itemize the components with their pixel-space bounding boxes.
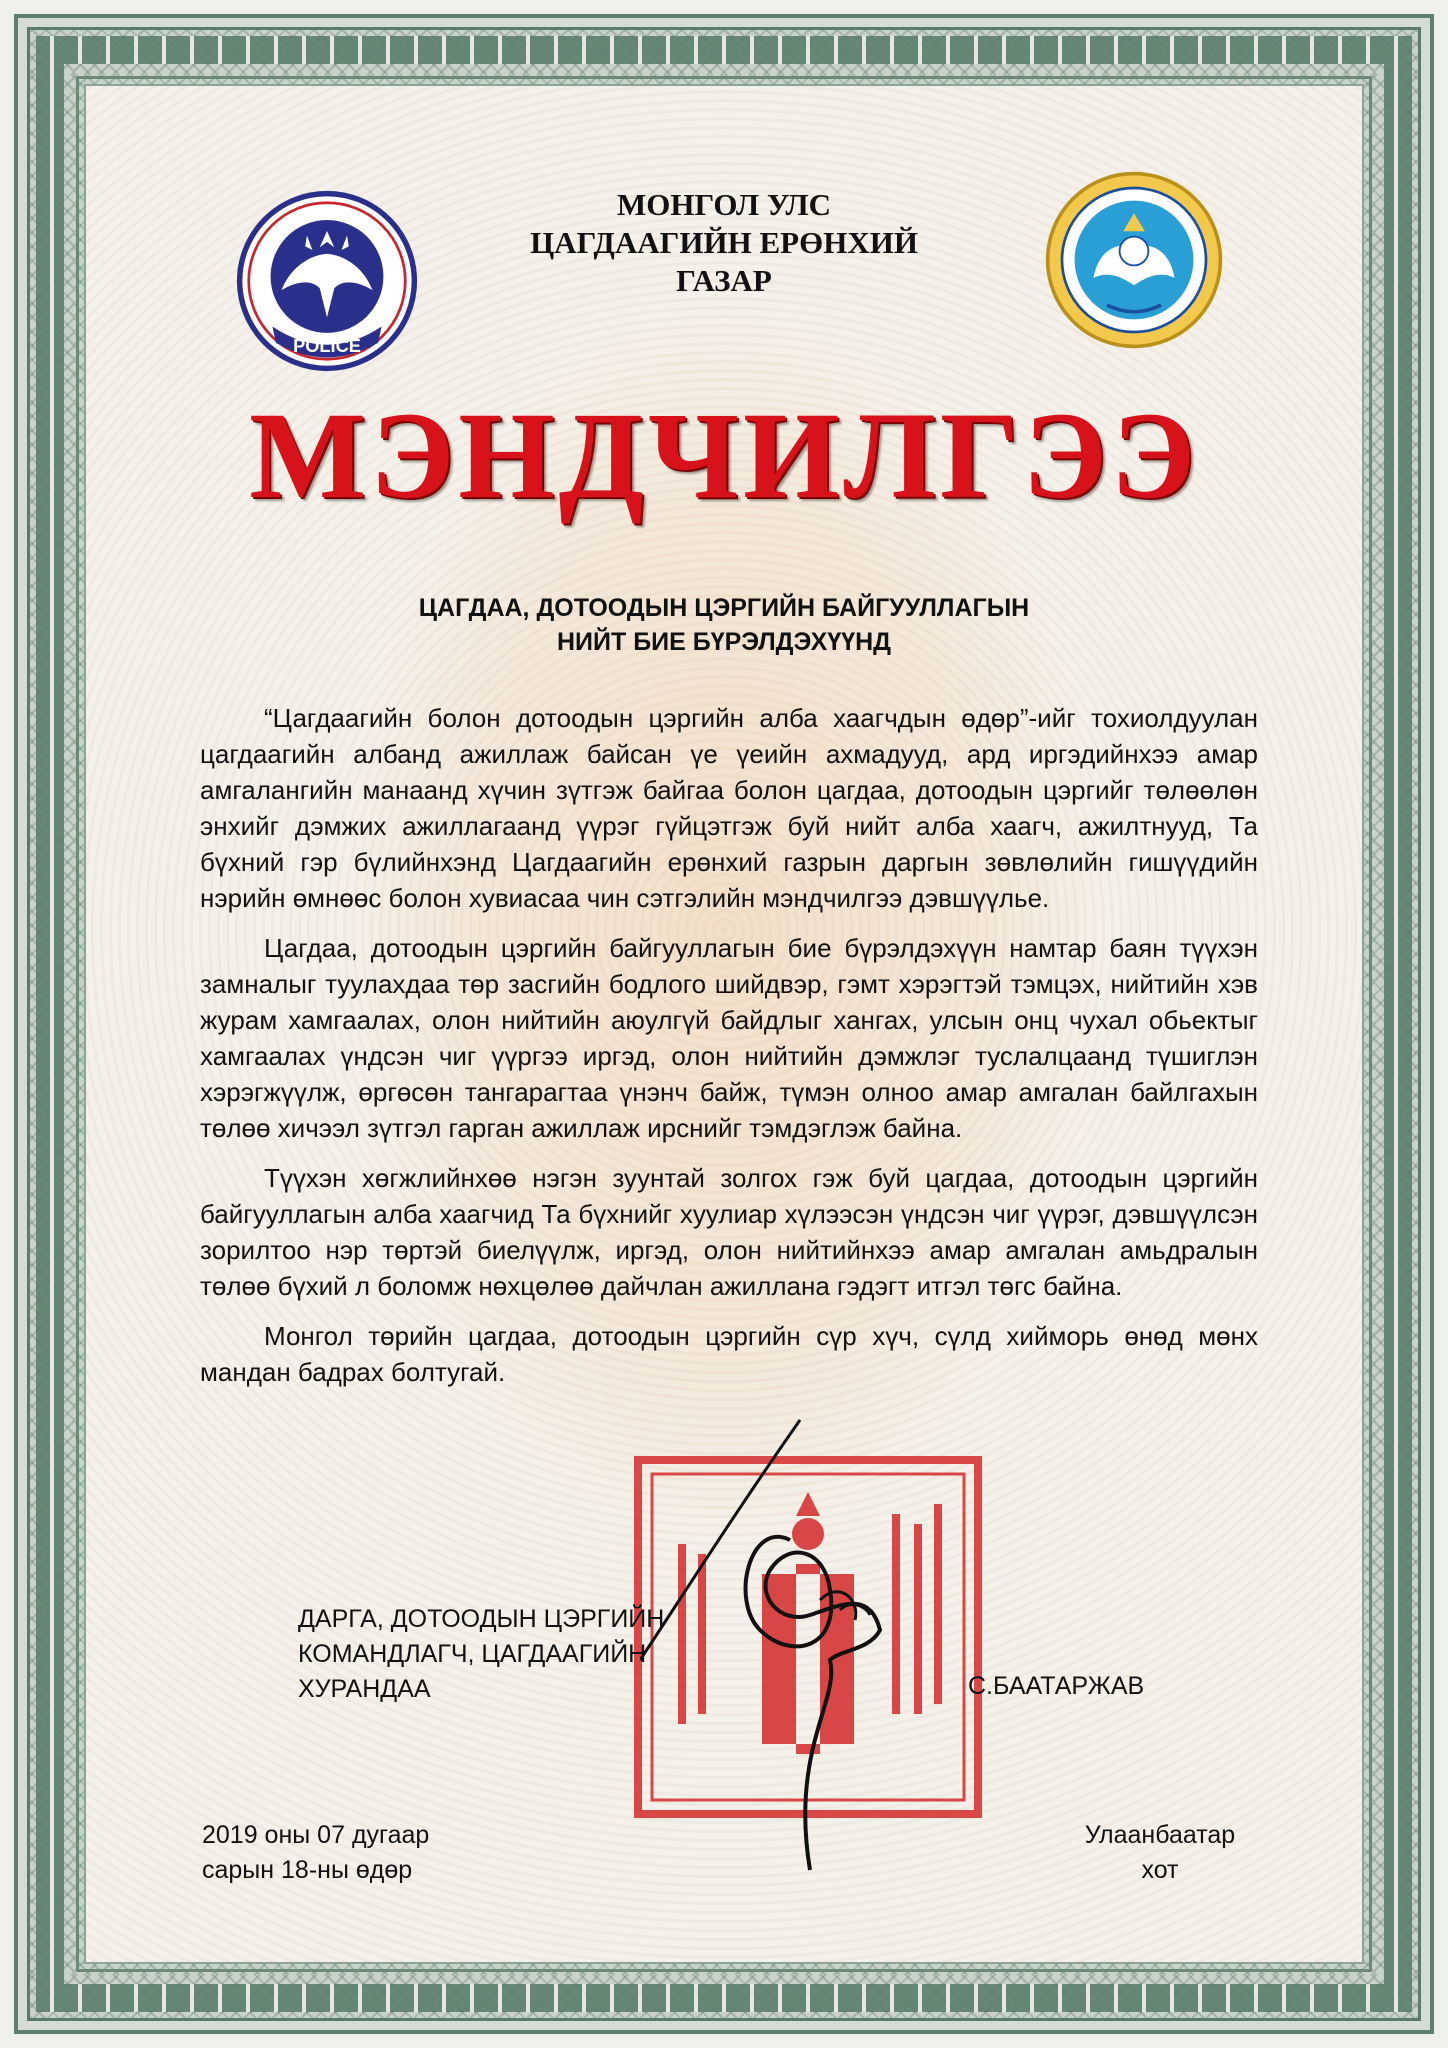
- signatory-title-line3: ХУРАНДАА: [298, 1675, 431, 1703]
- place-line1: Улаанбаатар: [1084, 1821, 1236, 1849]
- signatory-name: С.БААТАРЖАВ: [968, 1672, 1145, 1700]
- city-emblem-icon: [1044, 170, 1224, 350]
- issue-date: [202, 1818, 522, 1888]
- paragraph-2: Цагдаа, дотоодын цэргийн байгууллагын бие бүрэлдэхүүн намтар баян түүхэн замналыг туулахдаа төр засгийн бодлого шийдвэр, гэмт хэрэгтэй тэмцэх, нийтийн хэв журам хамгаалах, олон нийтийн аюулгүй байдлыг хангах, улсын онц чухал обьектыг хамгаалах үндсэн чиг үүргээ иргэд, олон нийтийн дэмжлэг туслалцаанд түшиглэн хэрэгжүүлж, өргөсөн тангарагтаа үнэнч байж, түмэн олноо амар амгалан байлгахын төлөө хичээл зүтгэл гарган ажиллаж ирснийг тэмдэглэж байна.: [200, 933, 1258, 1143]
- place-line2: хот: [1141, 1856, 1179, 1884]
- signatory-title: [298, 1602, 718, 1707]
- paragraph-3: Түүхэн хөгжлийнхөө нэгэн зуунтай золгох гэж буй цагдаа, дотоодын цэргийн байгууллагын алба хаагчид Та бүхнийг хуулиар хүлээсэн үндсэн чиг үүрэг, дэвшүүлсэн зорилтоо нэр төртэй биелүүлж, иргэд, олон нийтийнхээ амар амгалан амьдралын төлөө бүхий л боломж нөхцөлөө дайчлан ажиллана гэдэгт итгэл төгс байна.: [200, 1163, 1258, 1301]
- signatory-title-line1: ДАРГА, ДОТООДЫН ЦЭРГИЙН: [298, 1605, 665, 1633]
- issue-place: [1060, 1818, 1260, 1888]
- addressee-line1: ЦАГДАА, ДОТООДЫН ЦЭРГИЙН БАЙГУУЛЛАГЫН: [418, 594, 1030, 622]
- addressee-line2: НИЙТ БИЕ БҮРЭЛДЭХҮҮНД: [556, 628, 891, 656]
- letter-body: [200, 700, 1258, 1404]
- org-name-line1: МОНГОЛ УЛС: [616, 187, 831, 222]
- page-title: МЭНДЧИЛГЭЭ: [249, 387, 1199, 524]
- date-line2: сарын 18-ны өдөр: [202, 1856, 413, 1884]
- signatory-title-line2: КОМАНДЛАГЧ, ЦАГДААГИЙН: [298, 1640, 647, 1668]
- police-emblem-icon: [236, 190, 418, 372]
- paragraph-1: “Цагдаагийн болон дотоодын цэргийн алба хаагчдын өдөр”-ийг тохиолдуулан цагдаагийн албанд ажиллаж байсан үе үеийн ахмадууд, ард иргэдийнхээ амар амгалангийн манаанд хүчин зүтгэж байгаа болон цагдаа, дотоодын цэргийг төлөөлөн энхийг дэмжих ажиллагаанд үүрэг гүйцэтгэж буй нийт алба хаагч, ажилтнууд, Та бүхний гэр бүлийнхэнд Цагдаагийн ерөнхий газрын даргын зөвлөлийн гишүүдийн нэрийн өмнөөс болон хувиасаа чин сэтгэлийн мэндчилгээ дэвшүүлье.: [200, 703, 1258, 913]
- paragraph-4: Монгол төрийн цагдаа, дотоодын цэргийн сүр хүч, сүлд хийморь өнөд мөнх мандан бадрах болтугай.: [200, 1321, 1258, 1387]
- org-name-line3: ГАЗАР: [676, 263, 772, 298]
- org-name-line2: ЦАГДААГИЙН ЕРӨНХИЙ: [530, 225, 918, 260]
- svg-text:POLICE: POLICE: [293, 335, 361, 356]
- date-line1: 2019 оны 07 дугаар: [202, 1821, 430, 1849]
